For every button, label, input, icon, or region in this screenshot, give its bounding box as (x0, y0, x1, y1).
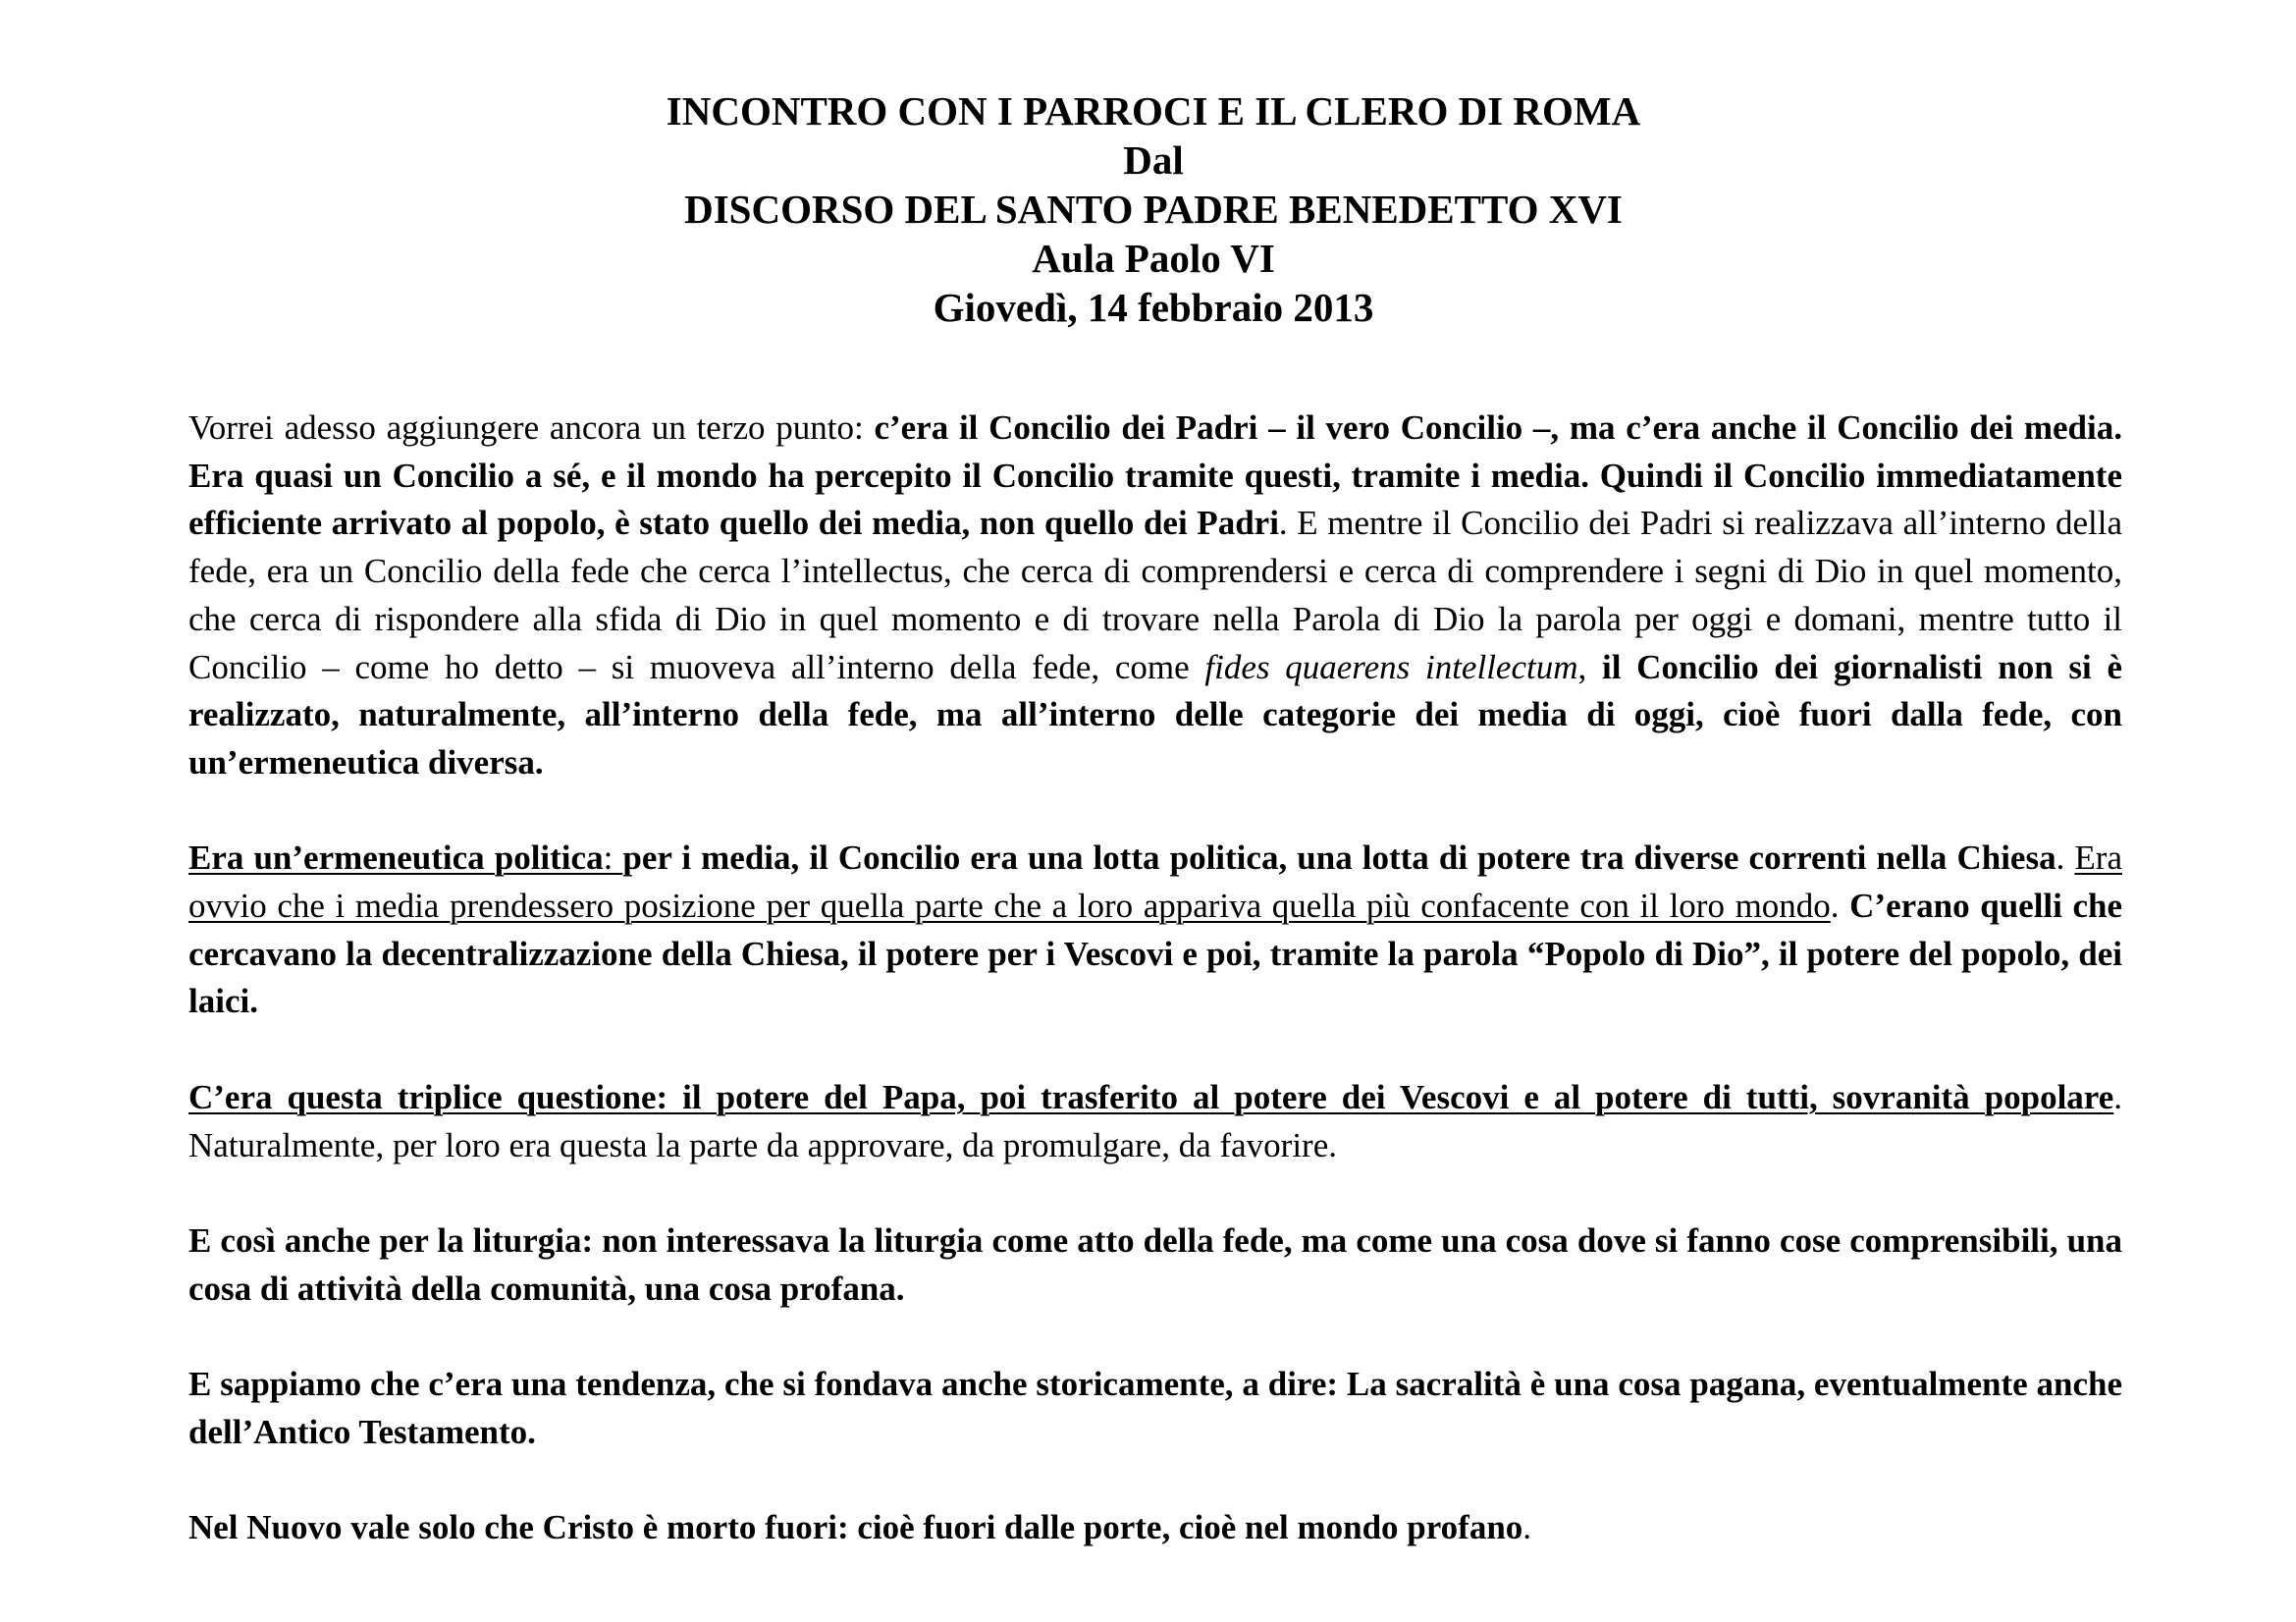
paragraph (188, 1504, 2122, 1552)
text-segment: Nel Nuovo vale solo che Cristo è morto fuori: cioè fuori dalle porte, cioè nel mondo profano (188, 1508, 1523, 1547)
text-segment: . (2056, 838, 2075, 878)
header-date: Giovedì, 14 febbraio 2013 (933, 285, 1374, 330)
document-body (188, 405, 2122, 1552)
text-segment: E così anche per la liturgia: non interessava la liturgia come atto della fede, ma come una cosa dove si fanno cose comprensibili, una cosa di attività della comunità, una cosa profana. (188, 1220, 2122, 1308)
paragraph (188, 835, 2122, 1026)
paragraph (188, 405, 2122, 787)
header-speech-title: DISCORSO DEL SANTO PADRE BENEDETTO XVI (684, 187, 1623, 232)
header-venue: Aula Paolo VI (1032, 236, 1275, 281)
text-segment: . (1522, 1508, 1532, 1547)
text-segment: : (603, 838, 623, 878)
paragraph (188, 1074, 2122, 1169)
text-segment: fides quaerens intellectum (1204, 647, 1578, 686)
text-segment: , (1577, 647, 1602, 686)
text-segment: per i media, il Concilio era una lotta politica, una lotta di potere tra diverse correnti nella Chiesa (622, 838, 2056, 878)
text-segment: C’erano quelli che cercavano la decentralizzazione della Chiesa, il potere per i Vescovi e poi, tramite la parola “Popolo di Dio”, il potere del popolo, dei laici. (188, 887, 2123, 1021)
text-segment: c’era il Concilio dei Padri – il vero Concilio –, ma c’era anche il Concilio dei media. Era quasi un Concilio a sé, e il mondo ha percepito il Concilio tramite questi, tramite i media. Quindi il Concilio immediatamente efficiente arrivato al popolo, è stato quello dei media, non quello dei Padri (188, 408, 2122, 543)
text-segment: C’era questa triplice questione: il potere del Papa, poi trasferito al potere dei Vescovi e al potere di tutti, sovranità popolare (188, 1077, 2114, 1116)
document-header (187, 86, 2120, 332)
header-dal: Dal (1123, 137, 1184, 183)
text-segment: Era un’ermeneutica politica (188, 838, 604, 878)
text-segment: il Concilio dei giornalisti non si è realizzato, naturalmente, all’interno della fede, ma all’interno delle categorie dei media di oggi, cioè fuori dalla fede, con un’ermeneutica diversa. (188, 647, 2123, 782)
header-title: INCONTRO CON I PARROCI E IL CLERO DI ROMA (666, 88, 1641, 134)
text-segment: E sappiamo che c’era una tendenza, che si fondava anche storicamente, a dire: La sacralità è una cosa pagana, eventualmente anche dell’Antico Testamento. (188, 1365, 2122, 1451)
text-segment: Vorrei adesso aggiungere ancora un terzo punto: (188, 408, 875, 447)
text-segment: . E mentre il Concilio dei Padri si realizzava all’interno della fede, era un Concilio della fede che cerca l’intellectus, che cerca di comprendersi e cerca di comprendere i segni di Dio in quel momento, che cerca di rispondere alla sfida di Dio in quel momento e di trovare nella Parola di Dio la parola per oggi e domani, mentre tutto il Concilio – come ho detto – si muoveva all’interno della fede, come (188, 504, 2122, 686)
text-segment: . (1830, 887, 1850, 926)
paragraph (188, 1217, 2122, 1313)
paragraph (188, 1361, 2122, 1456)
text-segment: . Naturalmente, per loro era questa la parte da approvare, da promulgare, da favorire. (188, 1077, 2122, 1164)
text-segment: Era ovvio che i media prendessero posizione per quella parte che a loro appariva quella più confacente con il loro mondo (188, 838, 2122, 926)
